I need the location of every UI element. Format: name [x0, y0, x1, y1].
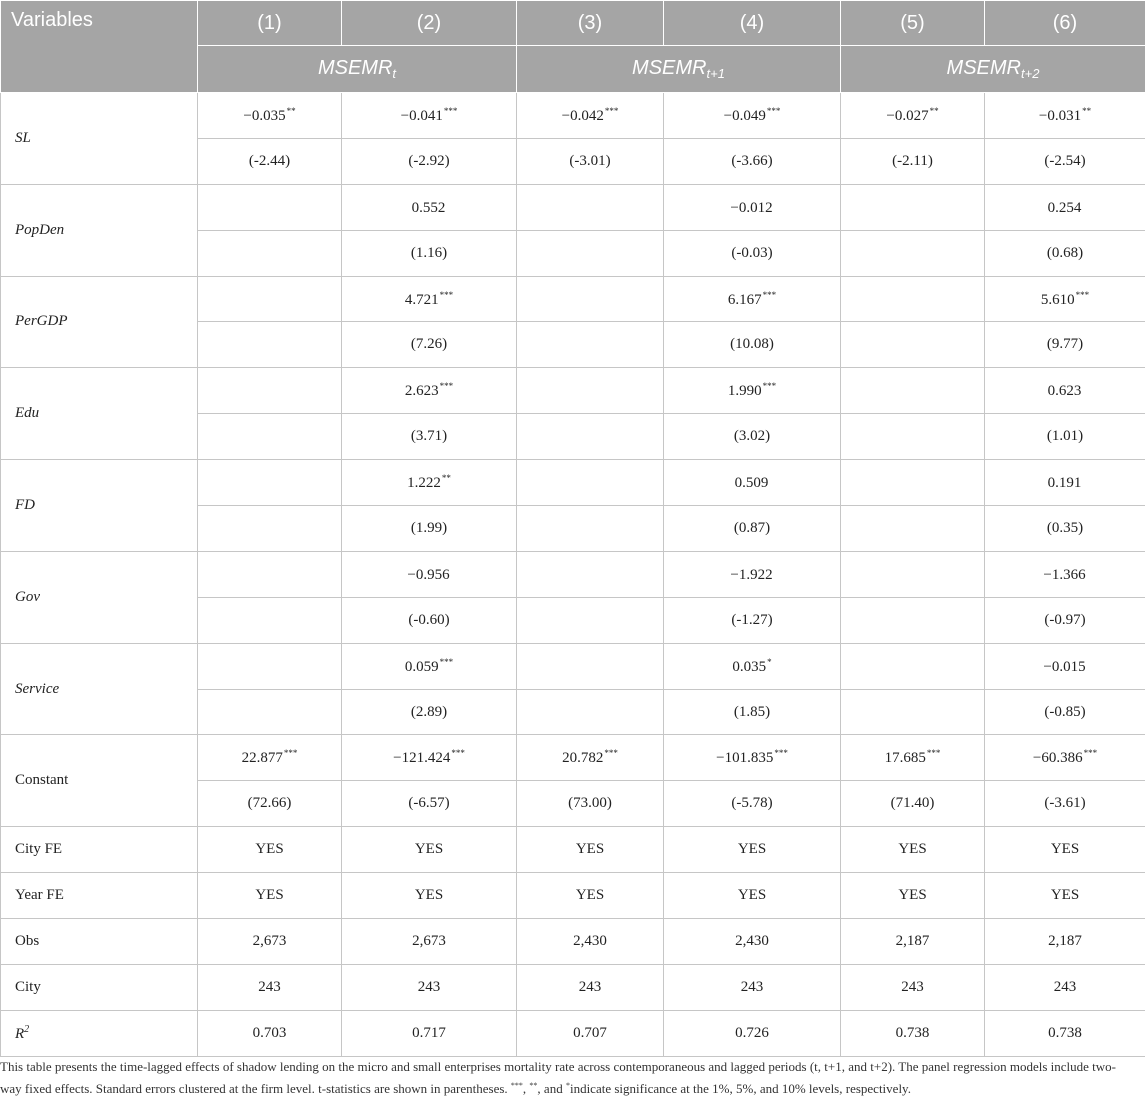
tstat-cell: [517, 322, 664, 368]
coef-cell: [841, 460, 985, 506]
coef-value: −0.027: [886, 107, 929, 124]
stat-row: [1, 919, 1145, 965]
coef-cell: [198, 735, 342, 781]
coef-value: 4.721: [404, 291, 439, 308]
coef-cell: [985, 643, 1145, 689]
table-body: [1, 93, 1145, 1057]
tstat-cell: (73.00): [517, 781, 664, 827]
significance-stars: ***: [439, 656, 454, 667]
table-footnote: [0, 1057, 1130, 1098]
coef-cell: [841, 735, 985, 781]
stat-cell: YES: [198, 873, 342, 919]
tstat-cell: [517, 597, 664, 643]
significance-stars: ***: [774, 748, 788, 759]
footnote-text: , and: [537, 1081, 566, 1096]
stat-row: [1, 827, 1145, 873]
r2-cell: 0.707: [517, 1010, 664, 1056]
model-name: MSEMR: [946, 57, 1021, 79]
model-header-t1: [517, 46, 841, 93]
coef-cell: [198, 368, 342, 414]
stat-cell: 243: [985, 964, 1145, 1010]
tstat-cell: (0.68): [985, 230, 1145, 276]
stat-cell: 243: [841, 964, 985, 1010]
variable-label: PopDen: [1, 184, 198, 276]
tstat-cell: (-6.57): [342, 781, 517, 827]
coef-value: 0.059: [404, 658, 439, 675]
tstat-cell: (2.89): [342, 689, 517, 735]
coef-value: 6.167: [727, 291, 762, 308]
r2-cell: 0.738: [841, 1010, 985, 1056]
coef-value: 2.623: [404, 383, 439, 400]
tstat-cell: [198, 689, 342, 735]
coef-cell: [664, 643, 841, 689]
footnote-star: **: [529, 1081, 538, 1090]
coef-value: 0.623: [1047, 383, 1082, 400]
tstat-cell: (9.77): [985, 322, 1145, 368]
variable-label: PerGDP: [1, 276, 198, 368]
tstat-cell: [841, 322, 985, 368]
model-header-t2: [841, 46, 1145, 93]
tstat-cell: [841, 230, 985, 276]
coef-cell: [198, 276, 342, 322]
significance-stars: ***: [439, 381, 454, 392]
coef-cell: [517, 276, 664, 322]
tstat-cell: (1.16): [342, 230, 517, 276]
stat-label: Year FE: [1, 873, 198, 919]
coef-cell: [198, 184, 342, 230]
tstat-cell: (-0.85): [985, 689, 1145, 735]
coef-cell: [985, 93, 1145, 139]
tstat-cell: [198, 230, 342, 276]
coef-cell: [342, 184, 517, 230]
stat-cell: 243: [664, 964, 841, 1010]
coef-cell: [198, 93, 342, 139]
column-header: (4): [664, 1, 841, 46]
coef-value: −0.015: [1043, 658, 1086, 675]
coef-cell: [342, 643, 517, 689]
stat-cell: YES: [342, 873, 517, 919]
r2-base: R: [15, 1025, 25, 1042]
tstat-cell: (1.99): [342, 506, 517, 552]
tstat-cell: [841, 506, 985, 552]
model-subscript: t: [392, 66, 397, 81]
tstat-cell: [841, 414, 985, 460]
coef-value: −0.012: [730, 199, 773, 216]
coef-cell: [517, 551, 664, 597]
tstat-cell: (3.02): [664, 414, 841, 460]
tstat-cell: (-3.66): [664, 138, 841, 184]
coef-row: [1, 276, 1145, 322]
significance-stars: ***: [283, 748, 298, 759]
coef-row: [1, 368, 1145, 414]
coef-cell: [342, 368, 517, 414]
variable-label: Service: [1, 643, 198, 735]
coef-value: 0.552: [411, 199, 446, 216]
tstat-cell: (-2.11): [841, 138, 985, 184]
stat-cell: 243: [517, 964, 664, 1010]
stat-cell: 2,430: [664, 919, 841, 965]
column-header: (2): [342, 1, 517, 46]
stat-label: Obs: [1, 919, 198, 965]
column-header: (1): [198, 1, 342, 46]
coef-cell: [342, 551, 517, 597]
coef-value: −101.835: [716, 750, 774, 767]
coef-value: −1.922: [730, 566, 773, 583]
table-header: [1, 1, 1145, 93]
coef-row: [1, 643, 1145, 689]
model-name: MSEMR: [317, 57, 393, 79]
significance-stars: ***: [604, 105, 619, 116]
footnote-text: ,: [522, 1081, 530, 1096]
tstat-cell: (-2.92): [342, 138, 517, 184]
coef-cell: [985, 735, 1145, 781]
stat-cell: 243: [198, 964, 342, 1010]
stat-cell: YES: [664, 873, 841, 919]
column-header: (6): [985, 1, 1145, 46]
coef-cell: [841, 184, 985, 230]
stat-row: [1, 873, 1145, 919]
coef-cell: [517, 643, 664, 689]
significance-stars: ***: [1083, 748, 1098, 759]
coef-cell: [342, 93, 517, 139]
tstat-cell: (72.66): [198, 781, 342, 827]
coef-value: 20.782: [562, 750, 604, 767]
significance-stars: ***: [1075, 289, 1090, 300]
coef-value: −0.031: [1038, 107, 1082, 124]
coef-row: [1, 184, 1145, 230]
stat-cell: 2,673: [198, 919, 342, 965]
coef-cell: [841, 643, 985, 689]
coef-value: 0.254: [1047, 199, 1082, 216]
coef-cell: [342, 735, 517, 781]
coef-cell: [342, 460, 517, 506]
tstat-cell: (71.40): [841, 781, 985, 827]
stat-cell: YES: [664, 827, 841, 873]
significance-stars: ***: [762, 381, 777, 392]
tstat-cell: [517, 230, 664, 276]
coef-value: 17.685: [884, 750, 926, 767]
tstat-cell: [517, 506, 664, 552]
tstat-cell: [198, 597, 342, 643]
tstat-cell: [198, 322, 342, 368]
stat-cell: 2,187: [985, 919, 1145, 965]
significance-stars: ***: [926, 748, 941, 759]
footnote-text: This table presents the time-lagged effects of shadow lending on the micro and small enterprises mortality rate across contemporaneous and lagged periods (t, t+1, and t+2). The panel regression models include two-way fixed effects. Standard errors clustered at the firm level. t-statistics are shown in parentheses.: [0, 1059, 1116, 1096]
coef-cell: [198, 551, 342, 597]
coef-value: 5.610: [1040, 291, 1075, 308]
stat-cell: YES: [841, 873, 985, 919]
coef-value: −0.042: [561, 107, 604, 124]
coef-cell: [841, 368, 985, 414]
coef-cell: [985, 368, 1145, 414]
coef-cell: [841, 93, 985, 139]
model-subscript: t+1: [706, 66, 725, 81]
tstat-cell: (-2.54): [985, 138, 1145, 184]
column-header: (5): [841, 1, 985, 46]
variable-label: Gov: [1, 551, 198, 643]
coef-value: −0.035: [243, 107, 286, 124]
coef-cell: [985, 460, 1145, 506]
coef-cell: [985, 184, 1145, 230]
stat-cell: 2,673: [342, 919, 517, 965]
tstat-cell: (-0.60): [342, 597, 517, 643]
tstat-cell: (1.01): [985, 414, 1145, 460]
significance-stars: ***: [451, 748, 465, 759]
coef-row: [1, 551, 1145, 597]
stat-cell: YES: [198, 827, 342, 873]
coef-value: 22.877: [241, 750, 283, 767]
coef-cell: [198, 460, 342, 506]
tstat-cell: (-3.61): [985, 781, 1145, 827]
coef-value: 0.509: [734, 475, 769, 492]
r2-cell: 0.738: [985, 1010, 1145, 1056]
model-header-t: [198, 46, 517, 93]
coef-value: −0.041: [400, 107, 443, 124]
tstat-cell: [841, 597, 985, 643]
coef-row: [1, 460, 1145, 506]
stat-cell: YES: [841, 827, 985, 873]
column-header: (3): [517, 1, 664, 46]
significance-stars: ***: [766, 105, 781, 116]
tstat-cell: (0.87): [664, 506, 841, 552]
tstat-cell: (0.35): [985, 506, 1145, 552]
significance-stars: ***: [443, 105, 458, 116]
coef-cell: [517, 460, 664, 506]
r2-label: [1, 1010, 198, 1056]
significance-stars: **: [1082, 105, 1092, 116]
r2-cell: 0.703: [198, 1010, 342, 1056]
stat-cell: YES: [985, 873, 1145, 919]
tstat-cell: (-2.44): [198, 138, 342, 184]
stat-cell: 2,187: [841, 919, 985, 965]
significance-stars: ***: [439, 289, 454, 300]
significance-stars: ***: [762, 289, 777, 300]
coef-cell: [664, 368, 841, 414]
coef-value: −1.366: [1043, 566, 1086, 583]
r2-row: [1, 1010, 1145, 1056]
footnote-star: ***: [510, 1081, 523, 1090]
stat-label: City: [1, 964, 198, 1010]
coef-value: 1.222: [407, 475, 441, 492]
tstat-cell: [841, 689, 985, 735]
model-subscript: t+2: [1021, 66, 1040, 81]
tstat-cell: [198, 414, 342, 460]
stat-row: [1, 964, 1145, 1010]
stat-label: City FE: [1, 827, 198, 873]
tstat-cell: (-1.27): [664, 597, 841, 643]
variable-label: SL: [1, 93, 198, 185]
significance-stars: **: [441, 473, 451, 484]
tstat-cell: (3.71): [342, 414, 517, 460]
coef-cell: [985, 276, 1145, 322]
model-name: MSEMR: [632, 57, 707, 79]
coef-value: 0.035: [732, 658, 767, 675]
coef-row: [1, 93, 1145, 139]
tstat-cell: (-0.97): [985, 597, 1145, 643]
significance-stars: **: [286, 105, 296, 116]
tstat-cell: [517, 689, 664, 735]
significance-stars: **: [929, 105, 939, 116]
coef-cell: [985, 551, 1145, 597]
coef-value: −60.386: [1032, 750, 1083, 767]
significance-stars: *: [767, 656, 772, 667]
coef-value: −121.424: [393, 750, 451, 767]
variable-label: FD: [1, 460, 198, 552]
variables-header: Variables: [1, 1, 198, 93]
coef-value: 1.990: [727, 383, 762, 400]
stat-cell: YES: [517, 827, 664, 873]
variable-label: Constant: [1, 735, 198, 827]
coef-cell: [841, 276, 985, 322]
coef-cell: [517, 93, 664, 139]
tstat-cell: (-5.78): [664, 781, 841, 827]
coef-cell: [664, 93, 841, 139]
coef-cell: [841, 551, 985, 597]
coef-cell: [664, 184, 841, 230]
tstat-cell: (7.26): [342, 322, 517, 368]
tstat-cell: [198, 506, 342, 552]
coef-cell: [198, 643, 342, 689]
r2-cell: 0.726: [664, 1010, 841, 1056]
footnote-text: indicate significance at the 1%, 5%, and 10% levels, respectively.: [569, 1081, 911, 1096]
stat-cell: YES: [517, 873, 664, 919]
coef-cell: [517, 368, 664, 414]
stat-cell: YES: [985, 827, 1145, 873]
tstat-cell: (-3.01): [517, 138, 664, 184]
coef-cell: [517, 184, 664, 230]
coef-value: −0.049: [723, 107, 766, 124]
coef-cell: [664, 551, 841, 597]
coef-cell: [664, 735, 841, 781]
coef-cell: [664, 276, 841, 322]
tstat-cell: (-0.03): [664, 230, 841, 276]
tstat-cell: (1.85): [664, 689, 841, 735]
coef-row: [1, 735, 1145, 781]
variable-label: Edu: [1, 368, 198, 460]
stat-cell: 243: [342, 964, 517, 1010]
footnote-star: *: [565, 1081, 570, 1090]
coef-cell: [342, 276, 517, 322]
significance-stars: ***: [604, 748, 618, 759]
coef-cell: [517, 735, 664, 781]
coef-value: 0.191: [1047, 475, 1082, 492]
r2-superscript: 2: [24, 1023, 30, 1035]
coef-value: −0.956: [407, 566, 450, 583]
coef-cell: [664, 460, 841, 506]
r2-cell: 0.717: [342, 1010, 517, 1056]
stat-cell: 2,430: [517, 919, 664, 965]
tstat-cell: (10.08): [664, 322, 841, 368]
stat-cell: YES: [342, 827, 517, 873]
tstat-cell: [517, 414, 664, 460]
